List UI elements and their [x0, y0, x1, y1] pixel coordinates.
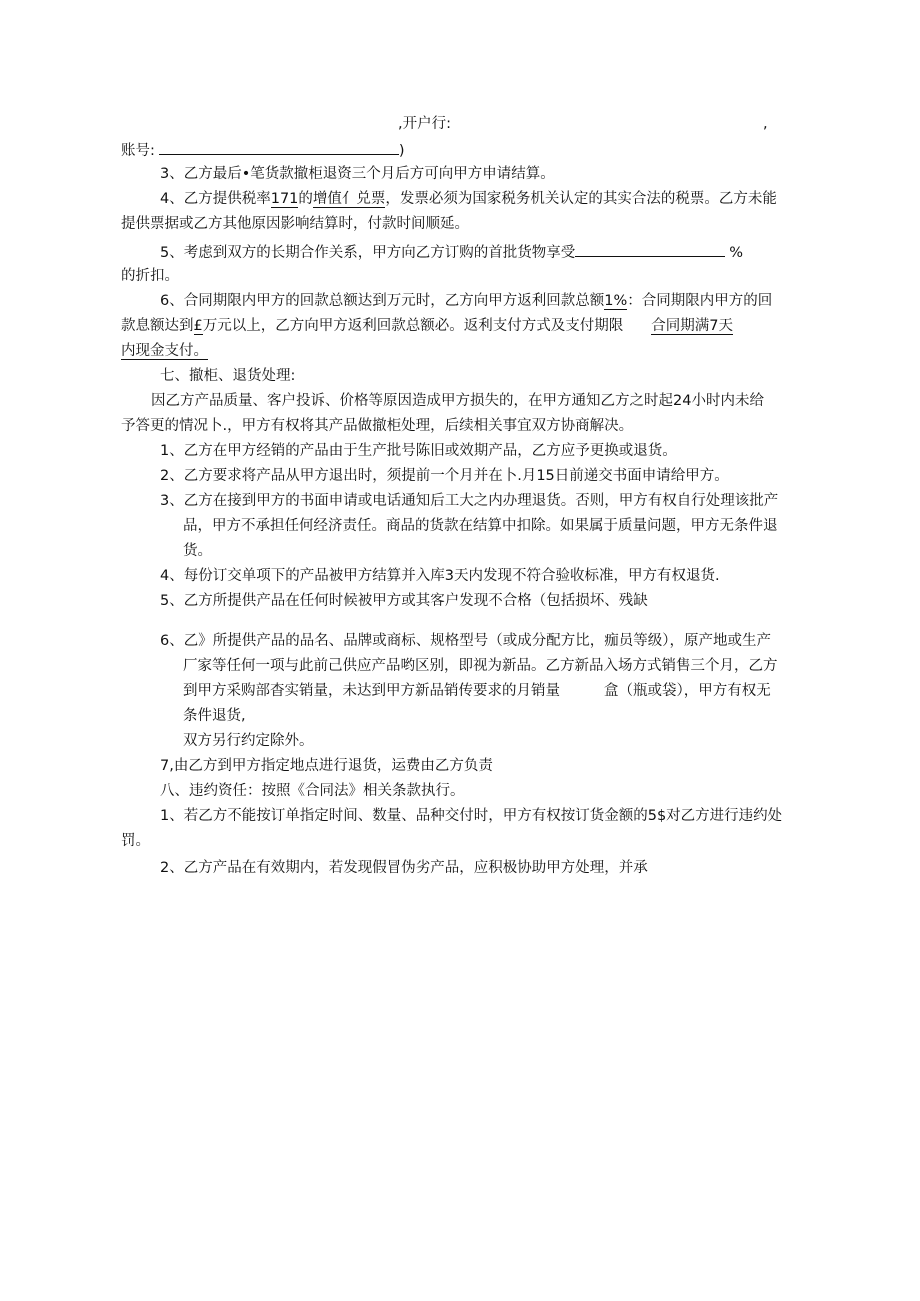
clause-4-line-1: 4、乙方提供税率171的增值亻兑票，发票必须为国家税务机关认定的其实合法的税票。乙方未能 [160, 191, 777, 207]
section-7-intro-2: 予答更的情况卜.，甲方有权将其产品做撤柜处理，后续相关事宜双方协商解决。 [121, 418, 634, 434]
section-7-intro-1: 因乙方产品质量、客户投诉、价格等原因造成甲方损失的，在甲方通知乙方之时起24小时内未给 [151, 393, 764, 409]
section-7-item-6-line-2: 厂家等任何一项与此前己供应产品哟区别，即视为新品。乙方新品入场方式销售三个月，乙方 [183, 658, 778, 674]
account-label: 账号: [121, 143, 155, 159]
invoice-type: 增值亻兑票 [312, 191, 386, 207]
section-7-item-6-line-1: 6、乙》所提供产品的品名、品牌或商标、规格型号（或成分配方比，痂员等级），原产地或生产 [160, 633, 771, 649]
section-8-title: 八、违约资任：按照《合同法》相关条款执行。 [160, 783, 465, 799]
clause-6-line-2: 款息额达到£万元以上，乙方向甲方返利回款总额必。返利支付方式及支付期限 合同期满7天 [121, 318, 733, 334]
clause-5-line-1: 5、考虑到双方的长期合作关系，甲方向乙方订购的首批货物享受 % [160, 241, 743, 261]
clause-6-line-3: 内现金支付。 [121, 343, 208, 359]
bank-label: ,开户行: [398, 116, 451, 132]
section-7-item-1: 1、乙方在甲方经销的产品由于生产批号陈旧或效期产品，乙方应予更换或退货。 [160, 443, 677, 459]
section-7-title: 七、撤柜、退货处理: [160, 368, 296, 384]
section-7-item-5: 5、乙方所提供产品在任何时候被甲方或其客户发现不合格（包括损坏、残缺 [160, 593, 648, 609]
clause-4-line-2: 提供票据或乙方其他原因影响结算时，付款时间顺延。 [121, 216, 469, 232]
section-7-item-4: 4、每份订交单项下的产品被甲方结算并入库3天内发现不符合验收标准，甲方有权退货. [160, 568, 720, 584]
section-7-item-6-line-5: 双方另行约定除外。 [183, 733, 314, 749]
section-8-item-1-line-1: 1、若乙方不能按订单指定时间、数量、品种交付时，甲方有权按订货金额的5$对乙方进行违约处 [160, 808, 783, 824]
section-7-item-7: 7,由乙方到甲方指定地点进行退货，运费由乙方负责 [160, 758, 493, 774]
payment-term: 合同期满7天 [651, 318, 733, 334]
section-7-item-3-line-2: 品，甲方不承担任何经济责任。商品的货款在结算中扣除。如果属于质量问题，甲方无条件退 [183, 518, 778, 534]
section-7-item-2: 2、乙方要求将产品从甲方退出时，须提前一个月并在卜.月15日前递交书面申请给甲方。 [160, 468, 729, 484]
section-7-item-6-line-3: 到甲方采购部杳实销量，未达到甲方新品销传要求的月销量 盒（瓶或袋），甲方有权无 [183, 683, 771, 699]
clause-5-line-2: 的折扣。 [121, 268, 179, 284]
tax-rate: 171 [270, 191, 299, 207]
section-7-item-6-line-4: 条件退货, [183, 708, 246, 724]
account-close: ) [398, 143, 405, 159]
section-7-item-3-line-1: 3、乙方在接到甲方的书面申请或电话通知后工大之内办理退货。否则，甲方有权自行处理该批产 [160, 493, 779, 509]
section-7-item-3-line-3: 货。 [183, 543, 212, 559]
bank-trailing-comma: , [763, 116, 768, 132]
section-8-item-2: 2、乙方产品在有效期内，若发现假冒伪劣产品，应积极协助甲方处理，并承 [160, 860, 648, 876]
discount-blank [575, 241, 725, 257]
account-line [121, 139, 405, 159]
section-8-item-1-line-2: 罚。 [121, 833, 150, 849]
rebate-amount: £ [193, 318, 203, 334]
account-blank [159, 139, 399, 155]
clause-3: 3、乙方最后•笔货款撤柜退资三个月后方可向甲方申请结算。 [160, 166, 555, 182]
clause-6-line-1: 6、合同期限内甲方的回款总额达到万元时，乙方向甲方返利回款总额1%：合同期限内甲方的回 [160, 293, 773, 309]
rebate-rate: 1% [604, 293, 628, 309]
